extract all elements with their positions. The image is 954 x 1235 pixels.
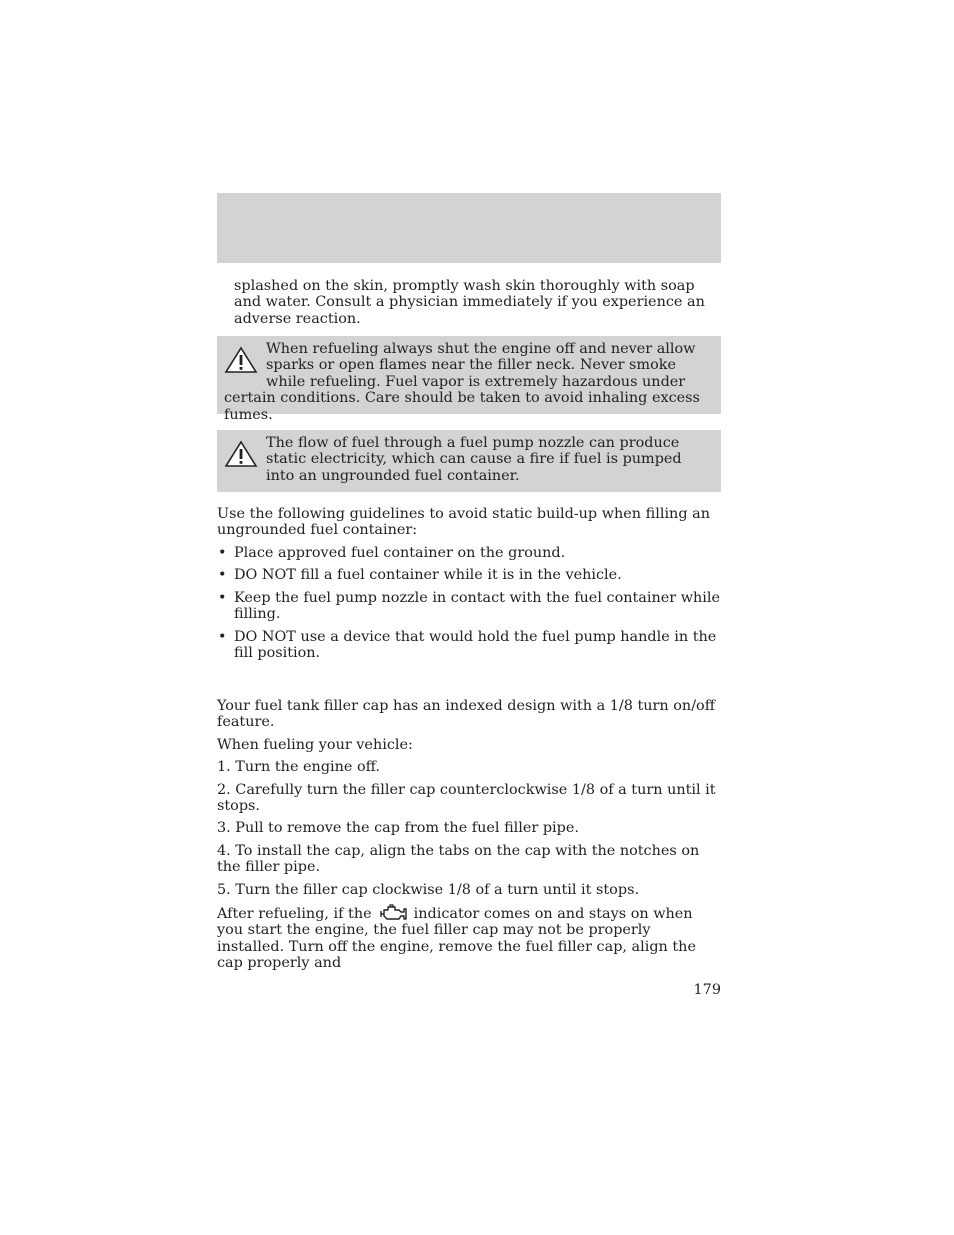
bullet-symbol: • (218, 628, 227, 645)
list-item-text: DO NOT fill a fuel container while it is in the vehicle. (234, 567, 622, 584)
after-refueling-paragraph (217, 904, 717, 972)
check-engine-icon (378, 904, 408, 922)
guidelines-intro: Use the following guidelines to avoid static build-up when filling an ungrounded fuel container: (217, 506, 710, 539)
list-item (217, 590, 721, 623)
step-item: 2. Carefully turn the filler cap counterclockwise 1/8 of a turn until it stops. (217, 781, 716, 815)
fueling-intro: When fueling your vehicle: (217, 736, 413, 753)
bullet-symbol: • (218, 545, 227, 561)
after-refueling-text-end: indicator comes on and stays on when you start the engine, the fuel filler cap may not be properly installed. Turn off the engine, remove the fuel filler cap, align the cap properly and (217, 906, 696, 972)
list-item-text: Keep the fuel pump nozzle in contact with the fuel container while filling. (234, 589, 721, 623)
list-item (217, 567, 721, 583)
intro-paragraph: splashed on the skin, promptly wash skin thoroughly with soap and water. Consult a physician immediately if you experience an adverse reaction. (234, 278, 705, 327)
guidelines-list (217, 545, 721, 667)
step-item: 3. Pull to remove the cap from the fuel filler pipe. (217, 820, 579, 837)
list-item (217, 545, 721, 561)
warning-text: The flow of fuel through a fuel pump nozzle can produce static electricity, which can cause a fire if fuel is pumped into an ungrounded fuel container. (266, 435, 682, 484)
warning-triangle-icon (224, 440, 258, 468)
list-item-text: DO NOT use a device that would hold the fuel pump handle in the fill position. (234, 628, 717, 662)
warning-box-static (217, 430, 721, 492)
step-item: 5. Turn the filler cap clockwise 1/8 of a turn until it stops. (217, 881, 640, 898)
page-number: 179 (693, 982, 721, 998)
warning-box-refueling (217, 336, 721, 423)
step-item: 1. Turn the engine off. (217, 759, 380, 776)
bullet-symbol: • (218, 589, 227, 606)
after-refueling-text-start: After refueling, if the (217, 906, 372, 923)
filler-cap-section (217, 698, 717, 978)
list-item-text: Place approved fuel container on the ground. (234, 545, 566, 561)
header-band (217, 193, 721, 263)
list-item (217, 629, 721, 662)
warning-triangle-icon (224, 346, 258, 374)
bullet-symbol: • (218, 567, 227, 584)
step-item: 4. To install the cap, align the tabs on the cap with the notches on the filler pipe. (217, 842, 700, 876)
warning-text: When refueling always shut the engine off and never allow sparks or open flames near the filler neck. Never smoke while refueling. Fuel vapor is extremely hazardous under certain conditions. Care should be taken to avoid inhaling excess fumes. (224, 341, 700, 423)
filler-cap-paragraph: Your fuel tank filler cap has an indexed design with a 1/8 turn on/off feature. (217, 698, 715, 731)
